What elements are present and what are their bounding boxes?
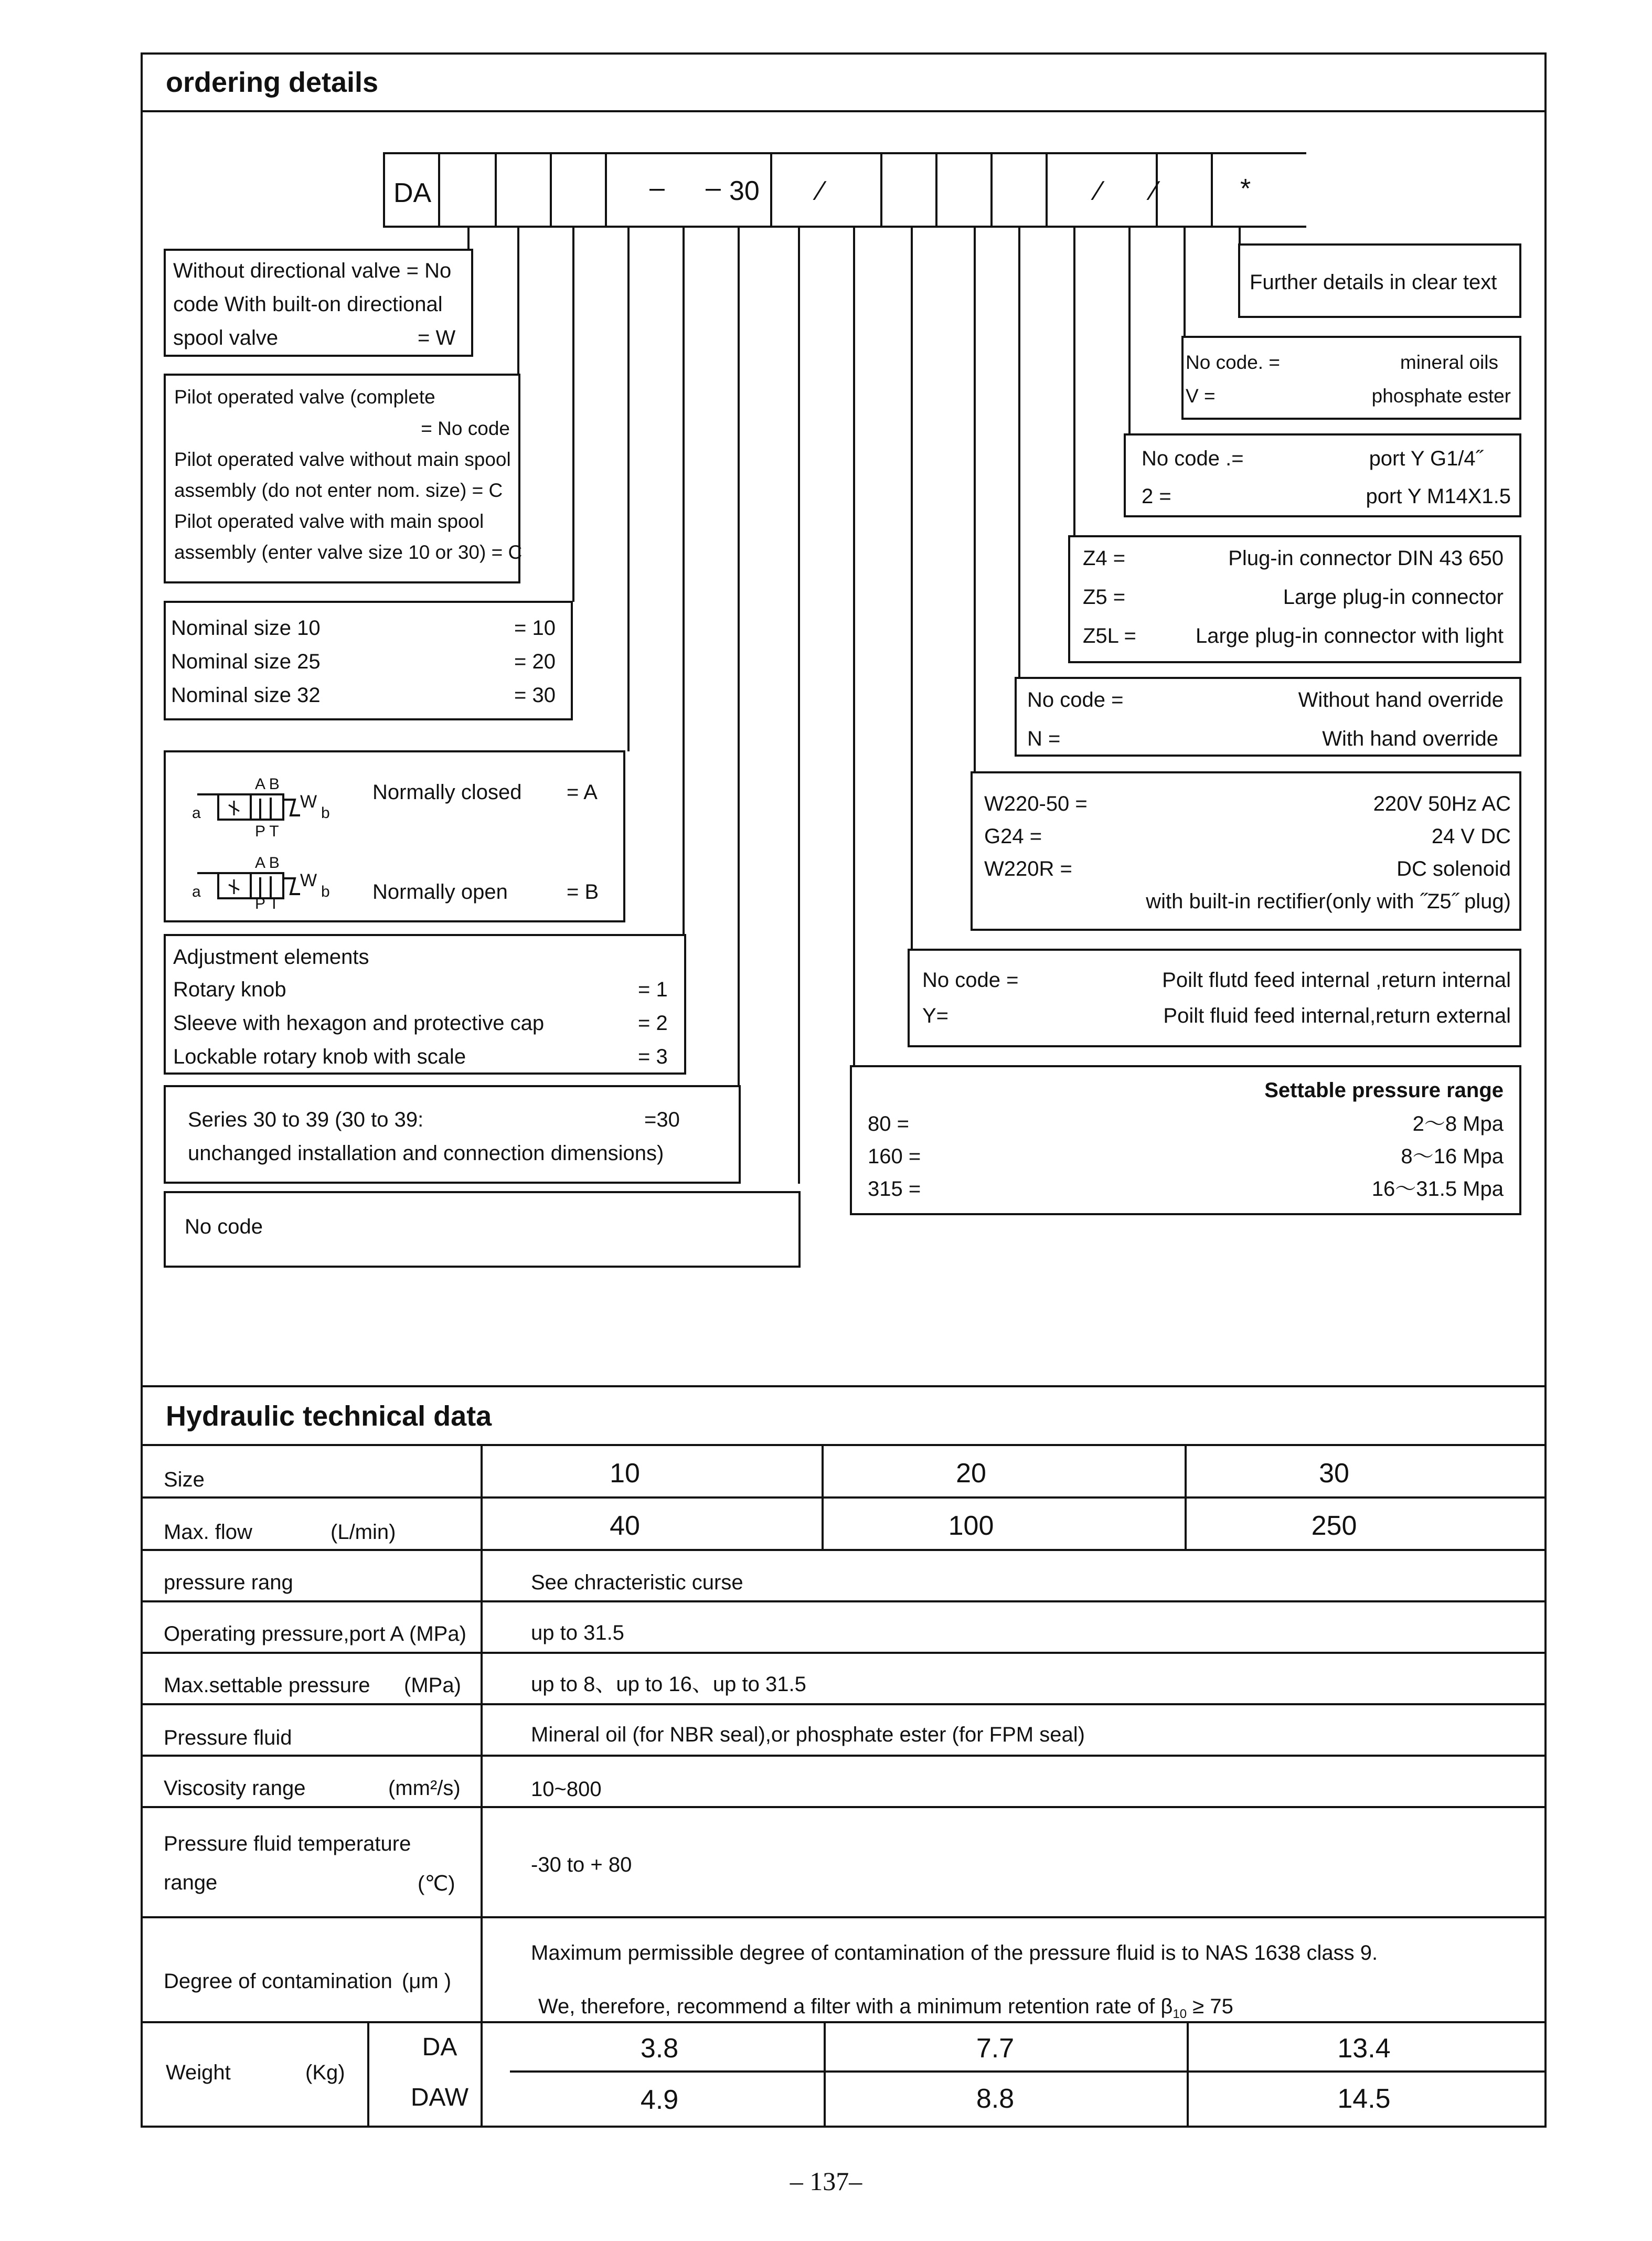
box-pilot-flow <box>908 949 1521 1047</box>
code-dash-2: – <box>706 173 721 203</box>
pilot-line-2: = No code <box>421 418 510 439</box>
adjustment-label-1: Rotary knob <box>173 978 286 1001</box>
table-row-size <box>141 1444 1547 1499</box>
pilot-line-4: assembly (do not enter nom. size) = C <box>174 480 503 501</box>
box-nominal-size <box>164 601 573 720</box>
flow-20: 100 <box>948 1511 994 1541</box>
row-value-1: See chracteristic curse <box>531 1571 743 1594</box>
size-30: 30 <box>1319 1458 1349 1489</box>
sym-W-1: W <box>300 792 317 812</box>
size-20: 20 <box>956 1458 986 1489</box>
adjustment-label-2: Sleeve with hexagon and protective cap <box>173 1012 545 1035</box>
nominal-label-1: Nominal size 10 <box>171 617 321 640</box>
connector-desc-3: Large plug-in connector with light <box>1195 624 1504 647</box>
pilot-flow-desc-2: Poilt fluid feed internal,return external <box>1163 1004 1511 1027</box>
code-slash-3: ⁄ <box>1152 176 1157 206</box>
page-number: – 137– <box>790 2166 862 2196</box>
row-unit-5: (mm²/s) <box>388 1777 461 1800</box>
normally-open-label: Normally open <box>372 880 508 904</box>
adjustment-title: Adjustment elements <box>173 946 369 969</box>
further-details-label: Further details in clear text <box>1250 271 1497 294</box>
temp-label-1: Pressure fluid temperature <box>164 1832 411 1855</box>
beta-value: ≥ 75 <box>1192 1995 1233 2018</box>
weight-daw-30: 14.5 <box>1337 2084 1391 2114</box>
normally-closed-label: Normally closed <box>372 781 522 804</box>
ordering-title: ordering details <box>166 67 379 98</box>
row-label-2: Operating pressure,port A <box>164 1622 404 1645</box>
box-pressure-range <box>850 1065 1521 1215</box>
size-label: Size <box>164 1468 205 1491</box>
technical-title: Hydraulic technical data <box>166 1400 492 1432</box>
pilot-flow-desc-1: Poilt flutd feed internal ,return internal <box>1162 969 1511 992</box>
pilot-line-3: Pilot operated valve without main spool <box>174 449 511 470</box>
pressure-code-3: 315 = <box>868 1177 921 1201</box>
flow-30: 250 <box>1311 1511 1357 1541</box>
sym-a-1: a <box>192 804 201 822</box>
temp-unit: (℃) <box>418 1872 455 1895</box>
voltage-desc-2: 24 V DC <box>1431 825 1511 848</box>
normally-open-value: = B <box>567 880 599 904</box>
table-row-temperature <box>141 1808 1547 1918</box>
adjustment-value-1: = 1 <box>638 978 668 1001</box>
sym-AB-2: A B <box>255 854 280 872</box>
code-star: * <box>1240 174 1251 204</box>
adjustment-value-2: = 2 <box>638 1012 668 1035</box>
port-desc-2: port Y M14X1.5 <box>1366 485 1511 508</box>
weight-unit: (Kg) <box>305 2061 345 2084</box>
voltage-note: with built-in rectifier(only with ˝Z5˝ plug) <box>1146 890 1511 913</box>
pilot-flow-code-1: No code = <box>922 969 1019 992</box>
weight-label: Weight <box>166 2061 231 2084</box>
box-no-code <box>164 1191 801 1268</box>
voltage-desc-1: 220V 50Hz AC <box>1373 792 1511 815</box>
directional-line-3: spool valve <box>173 326 279 349</box>
no-code-label: No code <box>185 1215 263 1238</box>
valve-symbol-icon <box>192 768 344 910</box>
table-col-divider <box>481 1444 483 2023</box>
nominal-value-2: = 20 <box>514 650 556 673</box>
box-pilot-valve <box>164 374 523 583</box>
code-slash-1: ⁄ <box>818 176 823 206</box>
table-col-divider-3 <box>1185 1444 1187 1551</box>
pilot-line-6: assembly (enter valve size 10 or 30) = C <box>174 541 523 563</box>
row-label-1: pressure rang <box>164 1571 293 1594</box>
contamination-unit: (μm ) <box>402 1970 452 1993</box>
sym-PT-1: P T <box>255 823 279 840</box>
connector-desc-2: Large plug-in connector <box>1283 586 1504 609</box>
adjustment-value-3: = 3 <box>638 1045 668 1068</box>
weight-type-daw: DAW <box>410 2084 469 2111</box>
voltage-code-1: W220-50 = <box>984 792 1088 815</box>
temp-label-2: range <box>164 1871 218 1894</box>
sym-a-2: a <box>192 883 201 900</box>
nominal-value-3: = 30 <box>514 684 556 707</box>
row-label-5: Viscosity range <box>164 1777 306 1800</box>
pressure-desc-3: 16～31.5 Mpa <box>1371 1177 1504 1201</box>
contamination-line-2 <box>538 1996 1233 2021</box>
contamination-label: Degree of contamination <box>164 1970 392 1993</box>
box-port <box>1124 433 1521 517</box>
override-code-2: N = <box>1027 727 1061 750</box>
beta-subscript: 10 <box>1173 2007 1187 2021</box>
table-row-flow <box>141 1499 1547 1551</box>
adjustment-label-3: Lockable rotary knob with scale <box>173 1045 466 1068</box>
connector-code-2: Z5 = <box>1083 586 1126 609</box>
port-code-1: No code .= <box>1142 447 1244 470</box>
directional-value: = W <box>418 326 456 349</box>
weight-type-da: DA <box>422 2033 457 2061</box>
pilot-flow-code-2: Y= <box>922 1004 949 1027</box>
box-series <box>164 1085 741 1184</box>
override-desc-1: Without hand override <box>1298 688 1504 711</box>
weight-divider-1 <box>367 2023 369 2128</box>
weight-divider-3 <box>824 2023 826 2128</box>
voltage-code-2: G24 = <box>984 825 1042 848</box>
technical-section-rule <box>141 1385 1547 1387</box>
pilot-line-1: Pilot operated valve (complete <box>174 386 435 408</box>
normally-closed-value: = A <box>567 781 598 804</box>
seal-desc-1: mineral oils <box>1400 352 1498 373</box>
connector-desc-1: Plug-in connector DIN 43 650 <box>1228 547 1504 570</box>
box-voltage <box>971 771 1521 931</box>
seal-desc-2: phosphate ester <box>1371 385 1511 407</box>
directional-line-1: Without directional valve = No <box>173 259 452 282</box>
code-dash-1: – <box>649 173 665 203</box>
connector-code-1: Z4 = <box>1083 547 1126 570</box>
box-further-details <box>1238 243 1521 318</box>
voltage-desc-3: DC solenoid <box>1397 857 1511 880</box>
port-desc-1: port Y G1/4˝ <box>1369 447 1483 470</box>
row-value-3: up to 8、up to 16、up to 31.5 <box>531 1673 806 1696</box>
code-prefix: DA <box>393 178 432 208</box>
weight-da-30: 13.4 <box>1337 2033 1391 2064</box>
box-directional-valve <box>164 249 473 357</box>
temp-value: -30 to + 80 <box>531 1853 632 1876</box>
sym-b-1: b <box>321 804 330 822</box>
table-row-pressure-fluid <box>141 1705 1547 1757</box>
row-unit-3: (MPa) <box>404 1674 461 1697</box>
series-line-1: Series 30 to 39 (30 to 39: <box>188 1108 424 1131</box>
pilot-line-5: Pilot operated valve with main spool <box>174 511 484 532</box>
size-10: 10 <box>610 1458 640 1489</box>
row-value-5: 10~800 <box>531 1778 602 1801</box>
sym-b-2: b <box>321 883 330 900</box>
port-code-2: 2 = <box>1142 485 1171 508</box>
code-slash-2: ⁄ <box>1096 176 1101 206</box>
voltage-code-3: W220R = <box>984 857 1072 880</box>
box-seal <box>1181 336 1521 420</box>
contamination-line-1: Maximum permissible degree of contamination of the pressure fluid is to NAS 1638 class 9. <box>531 1941 1378 1964</box>
pressure-range-title: Settable pressure range <box>1264 1079 1504 1102</box>
table-row-operating-pressure <box>141 1602 1547 1654</box>
sym-PT-2: P T <box>255 895 279 910</box>
weight-da-20: 7.7 <box>976 2033 1015 2064</box>
series-value: =30 <box>644 1108 680 1131</box>
nominal-label-2: Nominal size 25 <box>171 650 321 673</box>
pressure-code-1: 80 = <box>868 1112 909 1135</box>
pressure-desc-2: 8～16 Mpa <box>1401 1145 1504 1168</box>
box-hand-override <box>1015 677 1521 757</box>
pressure-code-2: 160 = <box>868 1145 921 1168</box>
row-label-3: Max.settable pressure <box>164 1674 370 1697</box>
seal-code-1: No code. = <box>1186 352 1280 373</box>
box-spool-symbols <box>164 750 625 922</box>
table-row-contamination <box>141 1918 1547 2023</box>
row-unit-2: (MPa) <box>409 1622 466 1645</box>
table-row-viscosity <box>141 1757 1547 1808</box>
flow-label: Max. flow <box>164 1521 252 1544</box>
box-connector <box>1068 535 1521 663</box>
sym-AB-1: A B <box>255 776 280 793</box>
table-col-divider-2 <box>822 1444 824 1551</box>
weight-divider-4 <box>1187 2023 1189 2128</box>
override-desc-2: With hand override <box>1322 727 1498 750</box>
row-value-4: Mineral oil (for NBR seal),or phosphate ester (for FPM seal) <box>531 1723 1085 1746</box>
sym-W-2: W <box>300 870 317 890</box>
code-series: 30 <box>729 176 760 206</box>
override-code-1: No code = <box>1027 688 1124 711</box>
nominal-value-1: = 10 <box>514 617 556 640</box>
table-row-max-settable <box>141 1654 1547 1705</box>
flow-unit: (L/min) <box>331 1521 396 1544</box>
directional-line-2: code With built-on directional <box>173 293 443 316</box>
box-adjustment-elements <box>164 934 686 1075</box>
seal-code-2: V = <box>1186 385 1216 407</box>
weight-divider-2 <box>481 2023 483 2128</box>
series-line-2: unchanged installation and connection dimensions) <box>188 1142 664 1165</box>
weight-daw-10: 4.9 <box>640 2085 679 2115</box>
weight-daw-20: 8.8 <box>976 2084 1015 2114</box>
weight-da-10: 3.8 <box>640 2033 679 2064</box>
connector-code-3: Z5L = <box>1083 624 1136 647</box>
pressure-desc-1: 2～8 Mpa <box>1412 1112 1504 1135</box>
table-row-pressure-rang <box>141 1551 1547 1602</box>
contamination-line-2-text: We, therefore, recommend a filter with a minimum retention rate of β <box>538 1995 1173 2018</box>
row-value-2: up to 31.5 <box>531 1621 624 1644</box>
nominal-label-3: Nominal size 32 <box>171 684 321 707</box>
row-label-4: Pressure fluid <box>164 1726 292 1749</box>
flow-10: 40 <box>610 1511 640 1541</box>
